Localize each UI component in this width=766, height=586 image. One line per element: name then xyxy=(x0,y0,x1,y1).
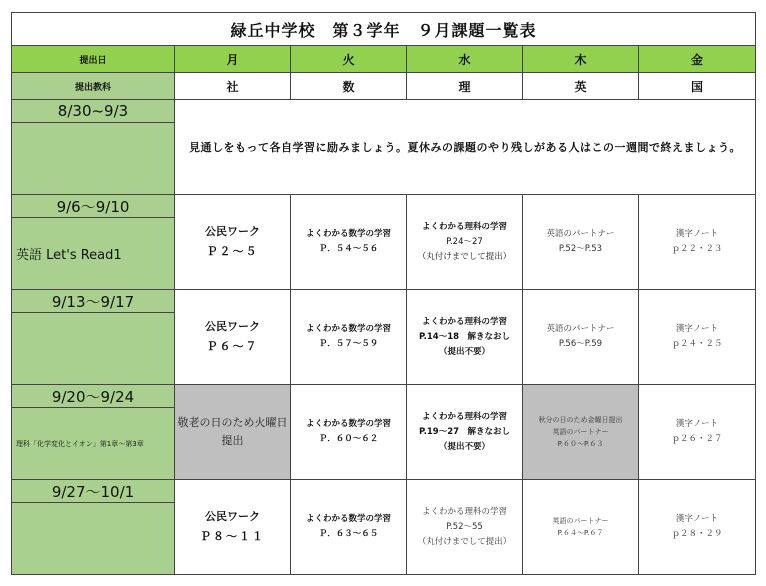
task-line: P.19～27 解きなおし xyxy=(418,426,511,437)
task-line: よくわかる理科の学習 xyxy=(421,221,507,232)
task-cell xyxy=(523,290,639,385)
day-wed: 水 xyxy=(407,46,523,73)
schedule-sheet xyxy=(11,12,755,575)
task-cell xyxy=(523,385,639,480)
task-line: （提出不要） xyxy=(438,441,490,452)
task-line: 漢字ノート xyxy=(675,419,719,429)
task-line: 敬老の日のため火曜日 xyxy=(177,416,288,429)
task-line: Ｐ８～１１ xyxy=(200,530,265,543)
task-cell xyxy=(407,480,523,575)
day-header-row xyxy=(12,46,756,73)
task-cell xyxy=(291,385,407,480)
submit-date-label: 提出日 xyxy=(12,46,175,73)
task-line: Ｐ２～５ xyxy=(206,245,259,258)
task-line: P.52～P.53 xyxy=(558,244,603,254)
task-cell xyxy=(175,195,291,290)
task-cell xyxy=(175,290,291,385)
task-line: 秋分の日のため金曜日提出 xyxy=(538,416,623,424)
task-line: 英語のパートナー xyxy=(552,428,609,436)
task-cell xyxy=(523,480,639,575)
task-line: P.14～18 解きなおし xyxy=(418,331,511,342)
task-line: 英語のパートナー xyxy=(546,324,615,334)
week-dates: 9/13～9/17 xyxy=(12,290,175,313)
task-cell xyxy=(639,195,756,290)
week-note xyxy=(12,503,175,575)
subject-header-row xyxy=(12,73,756,100)
task-cell xyxy=(523,195,639,290)
task-line: Ｐ．６０～６２ xyxy=(318,434,379,444)
task-line: よくわかる数学の学習 xyxy=(305,419,391,429)
task-line: よくわかる数学の学習 xyxy=(305,514,391,524)
task-cell xyxy=(639,480,756,575)
week-note: 理科「化学変化とイオン」第1章～第3章 xyxy=(12,408,175,480)
task-line: 英語のパートナー xyxy=(552,517,609,525)
subject-english: 英 xyxy=(523,73,639,100)
task-line: よくわかる理科の学習 xyxy=(421,506,507,517)
task-line: ｐ２８・２９ xyxy=(671,529,723,539)
week-dates: 9/27～10/1 xyxy=(12,480,175,503)
subject-science: 理 xyxy=(407,73,523,100)
task-line: ｐ２６・２７ xyxy=(671,434,723,444)
task-line: P.24～27 xyxy=(446,236,483,247)
task-line: 漢字ノート xyxy=(675,324,719,334)
page-title: 緑丘中学校 第３学年 ９月課題一覧表 xyxy=(12,13,756,46)
task-line: P.６４～P.６７ xyxy=(557,529,604,537)
task-line: 漢字ノート xyxy=(675,514,719,524)
week-note: 英語 Let's Read1 xyxy=(12,218,175,290)
task-line: ｐ２２・２３ xyxy=(671,244,723,254)
task-line: P.56～P.59 xyxy=(558,339,603,349)
task-cell xyxy=(407,195,523,290)
week-note xyxy=(12,123,175,195)
week-dates: 9/6～9/10 xyxy=(12,195,175,218)
day-tue: 火 xyxy=(291,46,407,73)
task-line: Ｐ．５７～５９ xyxy=(318,339,379,349)
subject-math: 数 xyxy=(291,73,407,100)
task-line: Ｐ．５４～５６ xyxy=(318,244,379,254)
task-line: 漢字ノート xyxy=(675,229,719,239)
task-line: 公民ワーク xyxy=(205,320,260,333)
task-cell xyxy=(639,385,756,480)
day-fri: 金 xyxy=(639,46,756,73)
task-line: （提出不要） xyxy=(438,346,490,357)
day-mon: 月 xyxy=(175,46,291,73)
task-cell xyxy=(291,290,407,385)
task-line: ｐ２４・２５ xyxy=(671,339,723,349)
week-note xyxy=(12,313,175,385)
day-thu: 木 xyxy=(523,46,639,73)
task-line: （丸付けまでして提出） xyxy=(417,536,512,547)
task-line: P.６０～P.６３ xyxy=(557,440,604,448)
task-cell xyxy=(639,290,756,385)
task-line: （丸付けまでして提出） xyxy=(417,251,512,262)
task-line: よくわかる数学の学習 xyxy=(305,229,391,239)
week-dates: 8/30~9/3 xyxy=(12,100,175,123)
task-line: 提出 xyxy=(221,434,244,447)
task-line: P.52～55 xyxy=(446,521,483,532)
week-message: 見通しをもって各自学習に励みましょう。夏休みの課題のやり残しがある人はこの一週間で終えましょう。 xyxy=(175,100,756,195)
task-cell xyxy=(175,385,291,480)
task-line: Ｐ６～７ xyxy=(206,340,259,353)
task-line: よくわかる理科の学習 xyxy=(421,316,507,327)
subject-social: 社 xyxy=(175,73,291,100)
task-line: よくわかる数学の学習 xyxy=(305,324,391,334)
task-line: 英語のパートナー xyxy=(546,229,615,239)
task-cell xyxy=(291,480,407,575)
task-line: よくわかる理科の学習 xyxy=(421,411,507,422)
task-line: 公民ワーク xyxy=(205,225,260,238)
task-cell xyxy=(175,480,291,575)
subject-japanese: 国 xyxy=(639,73,756,100)
week-dates: 9/20～9/24 xyxy=(12,385,175,408)
task-line: 公民ワーク xyxy=(205,510,260,523)
task-cell xyxy=(407,290,523,385)
assignment-table xyxy=(11,12,756,575)
task-cell xyxy=(407,385,523,480)
task-cell xyxy=(291,195,407,290)
submit-subject-label: 提出教科 xyxy=(12,73,175,100)
task-line: Ｐ．６３～６５ xyxy=(318,529,379,539)
